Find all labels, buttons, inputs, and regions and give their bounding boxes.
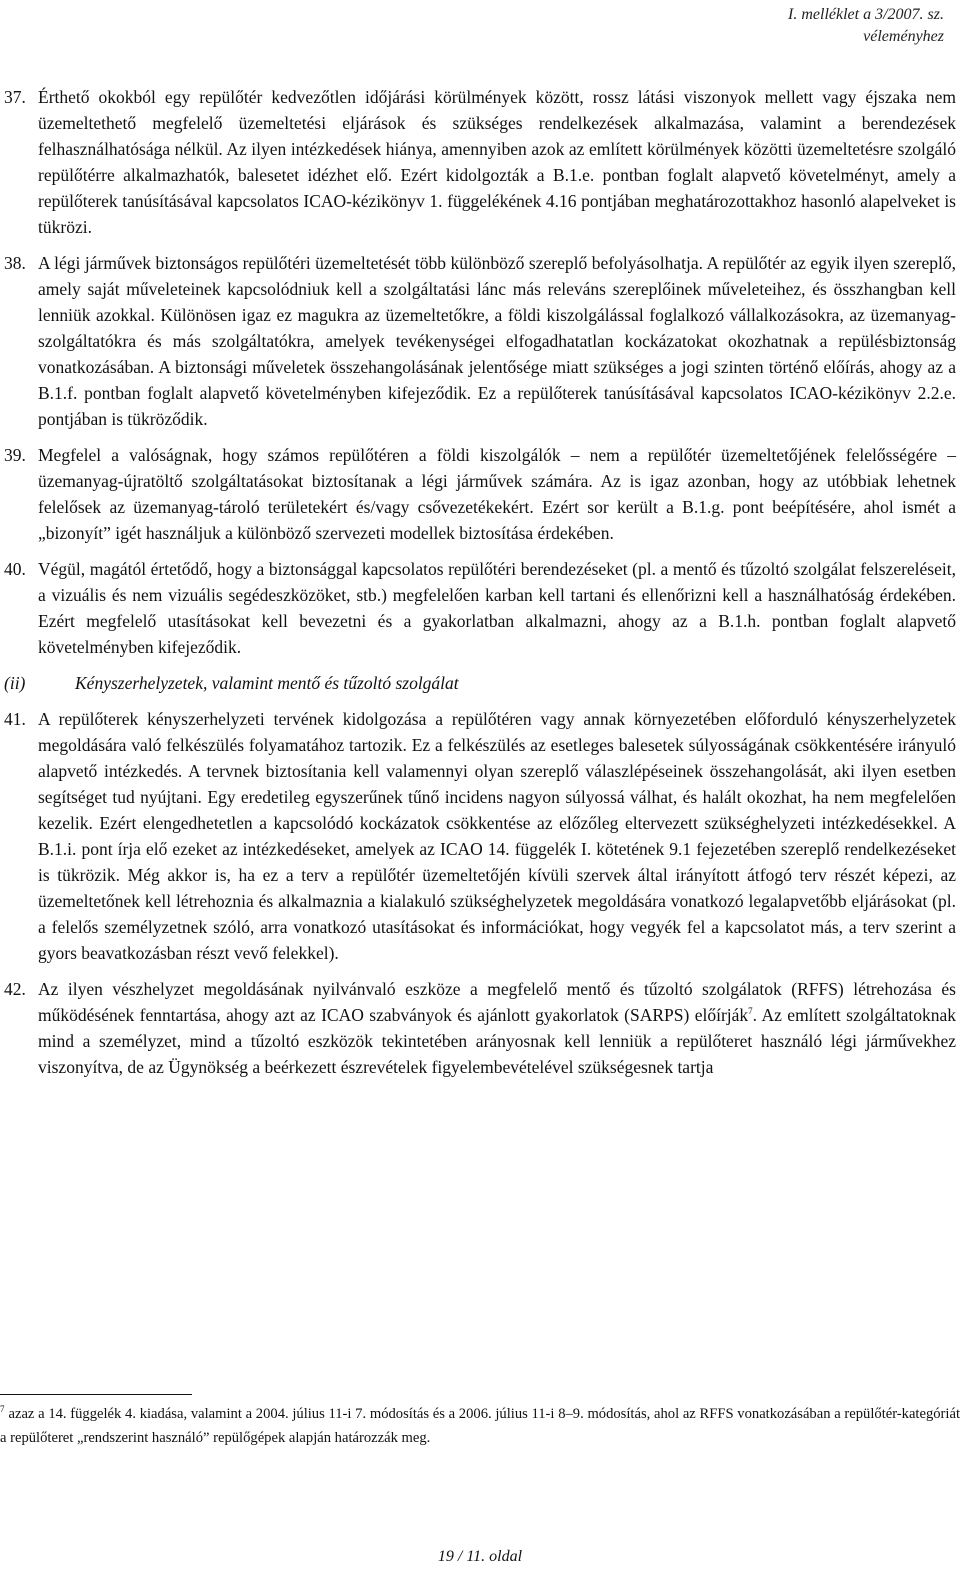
paragraph-text: A légi járművek biztonságos repülőtéri üzemeltetését több különböző szereplő befolyásolhatja. A repülőtér az egyik ilyen szereplő, amely saját műveleteinek kapcsolódniuk kell a szolgáltatási lánc más releváns szereplőinek műveleteihez, és összhangban kell lenniük azokkal. Különösen igaz ez magukra az üzemeltetőkre, a földi kiszolgálással foglalkozó vállalkozásokra, az üzemanyag-szolgáltatókra és más szolgáltatókra, amelyek tevékenységei elfogadhatatlan kockázatokat okozhatnak a repülésbiztonság vonatkozásában. A biztonsági műveletek összehangolásának jelentősége miatt szükséges a jogi szinten történő előírás, ahogy az a B.1.f. pontban foglalt alapvető követelményben kifejeződik. Ez a repülőterek tanúsításával kapcsolatos ICAO-kézikönyv 2.2.e. pontjában is tükröződik. bbox=[38, 253, 956, 429]
paragraph-38 bbox=[0, 250, 960, 432]
paragraph-number: 37. bbox=[4, 87, 26, 107]
section-subheading bbox=[0, 670, 960, 696]
footnote-reference[interactable]: 7 bbox=[748, 1006, 753, 1017]
subheading-number: (ii) bbox=[4, 673, 26, 693]
paragraph-text: Megfelel a valóságnak, hogy számos repülőtéren a földi kiszolgálók – nem a repülőtér üzemeltetőjének felelősségére – üzemanyag-újratöltő szolgáltatásokat biztosítanak a légi járművek számára. Az is igaz azonban, hogy az utóbbiak lehetnek felelősek az üzemanyag-tároló területekért és/vagy csővezetékekért. Ezért sor került a B.1.g. pont beépítésére, ahol ismét a „bizonyít” igét használjuk a különböző szervezeti modellek biztosítása érdekében. bbox=[38, 445, 956, 543]
paragraph-number: 42. bbox=[4, 979, 26, 999]
footnote bbox=[0, 1402, 960, 1450]
header-line-annex: I. melléklet a 3/2007. sz. bbox=[788, 6, 944, 23]
footnote-text: azaz a 14. függelék 4. kiadása, valamint a 2004. július 11-i 7. módosítás és a 2006. július 11-i 8–9. módosítás, ahol az RFFS vonatkozásában a repülőtér-kategóriát a repülőteret „rendszerint használó” repülőgépek alapján határozzák meg. bbox=[0, 1406, 960, 1446]
page-header bbox=[788, 4, 944, 48]
paragraph-text: Érthető okokból egy repülőtér kedvezőtlen időjárási körülmények között, rossz látási viszonyok mellett vagy éjszaka nem üzemeltethető megfelelő üzemeltetési eljárások és szükséges rendelkezések alkalmazása, valamint a berendezések felhasználhatósága nélkül. Az ilyen intézkedések hiánya, amennyiben azok az említett körülmények közötti üzemeltetésre szolgáló repülőtérre alkalmazhatók, balesetet idézhet elő. Ezért kidolgozták a B.1.e. pontban foglalt alapvető követelményt, amely a repülőterek tanúsításával kapcsolatos ICAO-kézikönyv 1. függelékének 4.16 pontjában meghatározottakhoz hasonló alapelveket is tükrözi. bbox=[38, 87, 956, 237]
subheading-text: Kényszerhelyzetek, valamint mentő és tűzoltó szolgálat bbox=[75, 673, 459, 693]
footnote-number: 7 bbox=[0, 1404, 5, 1415]
paragraph-number: 39. bbox=[4, 445, 26, 465]
document-body bbox=[0, 84, 960, 1090]
paragraph-number: 40. bbox=[4, 559, 26, 579]
footnote-divider bbox=[0, 1394, 192, 1395]
paragraph-text-after: . Az említett szolgáltatoknak mind a személyzet, mind a tűzoltó eszközök tekintetében arányosnak kell lenniük a repülőteret használó légi járművekhez viszonyítva, de az Ügynökség a beérkezett észrevételek figyelembevételével szükségesnek tartja bbox=[38, 1005, 956, 1077]
paragraph-text-before: Az ilyen vészhelyzet megoldásának nyilvánvaló eszköze a megfelelő mentő és tűzoltó szolgálatok (RFFS) létrehozása és működésének fenntartása, ahogy azt az ICAO szabványok és ajánlott gyakorlatok (SARPS) előírják bbox=[38, 979, 956, 1025]
paragraph-37 bbox=[0, 84, 960, 240]
paragraph-text: A repülőterek kényszerhelyzeti tervének kidolgozása a repülőtéren vagy annak környezetében előforduló kényszerhelyzetek megoldására való felkészülés folyamatához tartozik. Ez a felkészülés az esetleges balesetek súlyosságának csökkentésére irányuló alapvető intézkedés. A tervnek biztosítania kell valamennyi olyan szereplő válaszlépéseinek összehangolását, aki ilyen esetben segítséget tud nyújtani. Egy eredetileg egyszerűnek tűnő incidens nagyon súlyossá válhat, és halált okozhat, ha nem megfelelően kezelik. Ezért elengedhetetlen a kapcsolódó kockázatok csökkentése az előzőleg eltervezett szükséghelyzeti intézkedésekkel. A B.1.i. pont írja elő ezeket az intézkedéseket, amelyek az ICAO 14. függelék I. kötetének 9.1 fejezetében szereplő rendelkezéseket is tükrözik. Még akkor is, ha ez a terv a repülőtér üzemeltetőjén kívüli szervek által irányított átfogó terv részét képezi, az üzemeltetőnek kell létrehoznia és alkalmaznia a kialakuló szükséghelyzetek megoldására vonatkozó legalapvetőbb eljárásokat (pl. a felelős személyzetnek szóló, arra vonatkozó utasításokat és információkat, hogy vegyék fel a kapcsolatot más, a terv szerint a gyors beavatkozásban részt vevő felekkel). bbox=[38, 709, 956, 963]
header-line-opinion: véleményhez bbox=[863, 28, 944, 45]
paragraph-41 bbox=[0, 706, 960, 966]
page-footer bbox=[0, 1547, 960, 1567]
paragraph-text: Végül, magától értetődő, hogy a biztonsággal kapcsolatos repülőtéri berendezéseket (pl. a mentő és tűzoltó szolgálat felszereléseit, a vizuális és nem vizuális segédeszközöket, stb.) megfelelően karban kell tartani és ellenőrizni kell a használhatóság érdekében. Ezért megfelelő utasításokat kell bevezetni és a gyakorlatban alkalmazni, ahogy az a B.1.h. pontban foglalt alapvető követelményben kifejeződik. bbox=[38, 559, 956, 657]
paragraph-39 bbox=[0, 442, 960, 546]
paragraph-number: 41. bbox=[4, 709, 26, 729]
paragraph-42 bbox=[0, 976, 960, 1080]
page-number: 19 / 11. oldal bbox=[437, 1548, 523, 1565]
paragraph-40 bbox=[0, 556, 960, 660]
paragraph-number: 38. bbox=[4, 253, 26, 273]
